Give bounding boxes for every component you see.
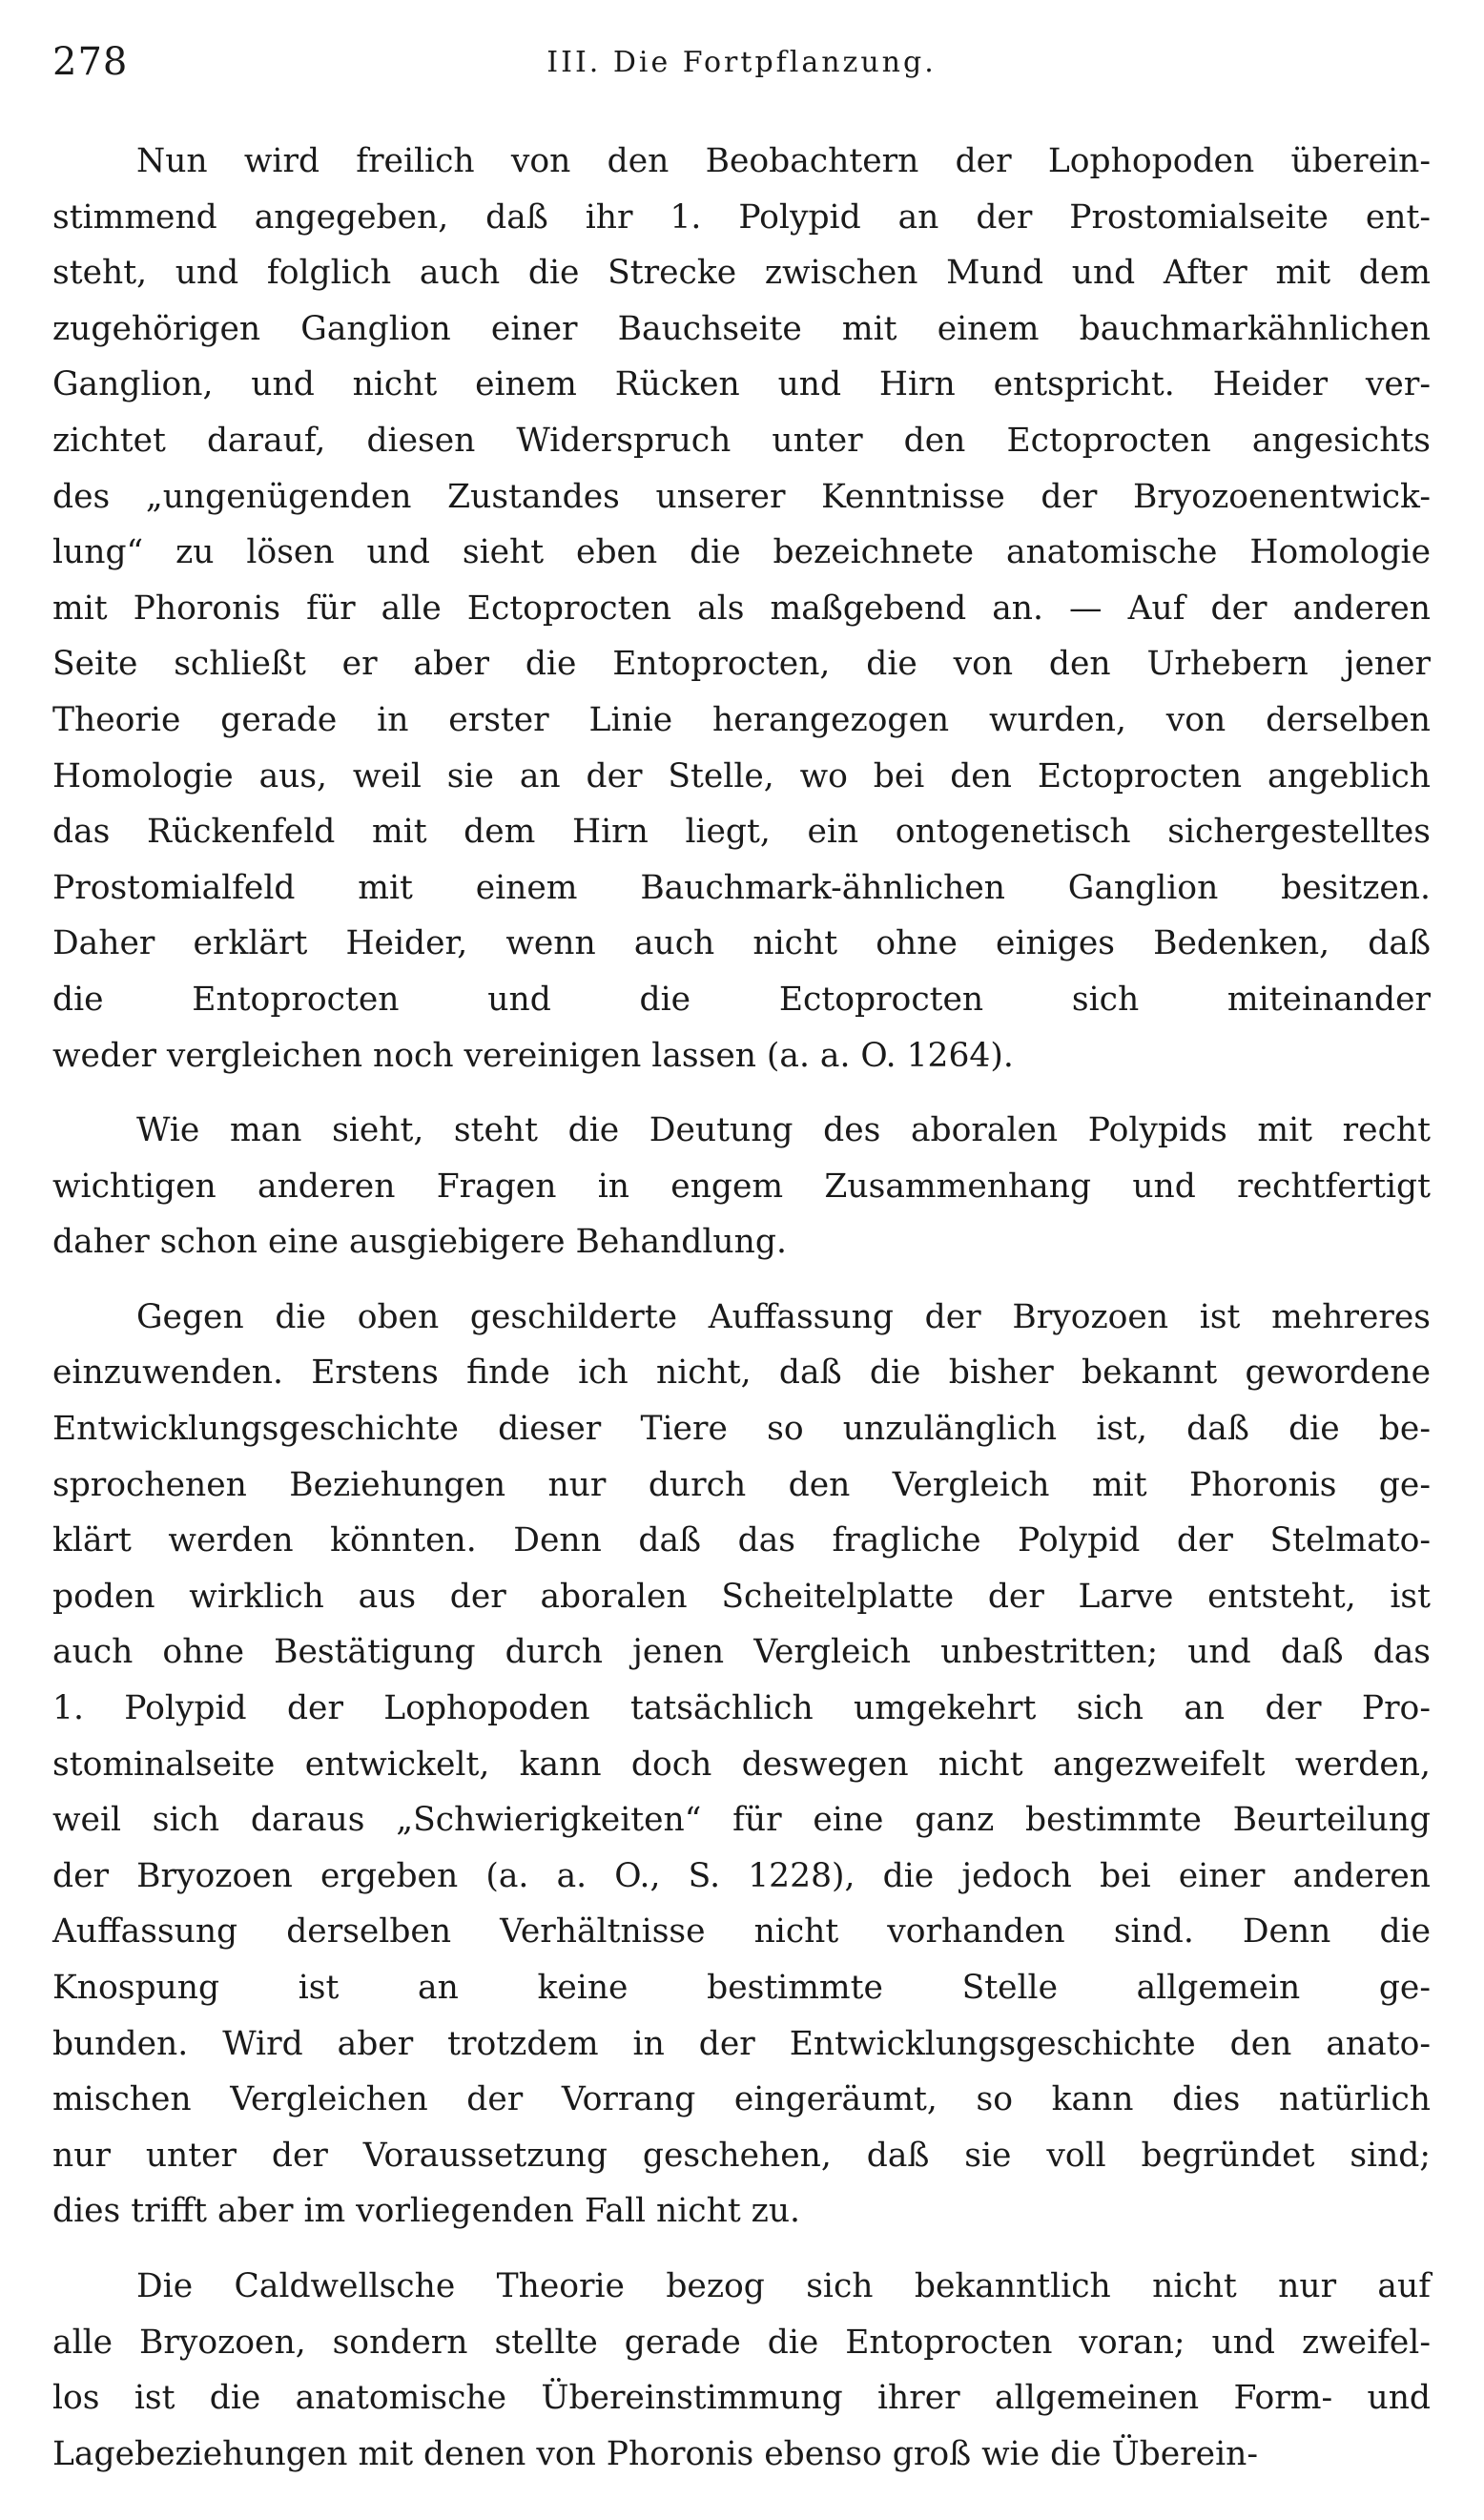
text-line: zichtet darauf, diesen Widerspruch unter den Ectoprocten angesichts bbox=[52, 421, 1431, 460]
text-line: Nun wird freilich von den Beobachtern der Lophopoden überein- bbox=[136, 142, 1431, 180]
text-line: steht, und folglich auch die Strecke zwischen Mund und After mit dem bbox=[52, 254, 1431, 293]
paragraph bbox=[52, 1290, 1431, 2240]
text-line: zugehörigen Ganglion einer Bauchseite mit einem bauchmarkähnlichen bbox=[52, 309, 1431, 348]
text-line: weder vergleichen noch vereinigen lassen (a. a. O. 1264). bbox=[52, 1036, 1014, 1075]
text-line: stominalseite entwickelt, kann doch deswegen nicht angezweifelt werden, bbox=[52, 1745, 1431, 1784]
text-line: Gegen die oben geschilderte Auffassung der Bryozoen ist mehreres bbox=[136, 1297, 1431, 1336]
text-line: nur unter der Voraussetzung geschehen, daß sie voll begründet sind; bbox=[52, 2136, 1431, 2175]
text-line: Auffassung derselben Verhältnisse nicht vorhanden sind. Denn die bbox=[52, 1912, 1431, 1952]
text-line: wichtigen anderen Fragen in engem Zusammenhang und rechtfertigt bbox=[52, 1167, 1431, 1206]
text-line: 1. Polypid der Lophopoden tatsächlich umgekehrt sich an der Pro- bbox=[52, 1689, 1431, 1728]
text-line: einzuwenden. Erstens finde ich nicht, daß die bisher bekannt gewordene bbox=[52, 1353, 1431, 1393]
text-line: Homologie aus, weil sie an der Stelle, wo bei den Ectoprocten angeblich bbox=[52, 756, 1431, 795]
text-line: stimmend angegeben, daß ihr 1. Polypid an der Prostomialseite ent- bbox=[52, 197, 1431, 237]
text-line: Ganglion, und nicht einem Rücken und Hirn entspricht. Heider ver- bbox=[52, 365, 1431, 404]
text-line: des „ungenügenden Zustandes unserer Kenntnisse der Bryozoenentwick- bbox=[52, 477, 1431, 516]
paragraph bbox=[52, 134, 1431, 1084]
text-line: Theorie gerade in erster Linie herangezogen wurden, von derselben bbox=[52, 700, 1431, 739]
text-line: Knospung ist an keine bestimmte Stelle allgemein ge- bbox=[52, 1969, 1431, 2007]
text-line: Lagebeziehungen mit denen von Phoronis ebenso groß wie die Überein- bbox=[52, 2434, 1258, 2473]
running-head bbox=[52, 40, 1431, 97]
text-line: sprochenen Beziehungen nur durch den Vergleich mit Phoronis ge- bbox=[52, 1465, 1431, 1504]
text-line: Entwicklungsgeschichte dieser Tiere so unzulänglich ist, daß die be- bbox=[52, 1410, 1431, 1449]
text-line: poden wirklich aus der aboralen Scheitelplatte der Larve entsteht, ist bbox=[52, 1577, 1431, 1616]
text-line: klärt werden könnten. Denn daß das fragliche Polypid der Stelmato- bbox=[52, 1521, 1431, 1560]
text-line: Prostomialfeld mit einem Bauchmark-ähnlichen Ganglion besitzen. bbox=[52, 868, 1431, 907]
text-line: das Rückenfeld mit dem Hirn liegt, ein ontogenetisch sichergestelltes bbox=[52, 813, 1431, 852]
text-line: bunden. Wird aber trotzdem in der Entwicklungsgeschichte den anato- bbox=[52, 2024, 1431, 2063]
text-line: der Bryozoen ergeben (a. a. O., S. 1228), die jedoch bei einer anderen bbox=[52, 1856, 1431, 1895]
text-line: die Entoprocten und die Ectoprocten sich miteinander bbox=[52, 980, 1431, 1019]
text-line: Seite schließt er aber die Entoprocten, die von den Urhebern jener bbox=[52, 645, 1431, 684]
text-line: lung“ zu lösen und sieht eben die bezeichnete anatomische Homologie bbox=[52, 533, 1431, 572]
text-line: Daher erklärt Heider, wenn auch nicht ohne einiges Bedenken, daß bbox=[52, 924, 1431, 963]
text-line: los ist die anatomische Übereinstimmung ihrer allgemeinen Form- und bbox=[52, 2379, 1431, 2418]
text-line: Die Caldwellsche Theorie bezog sich bekanntlich nicht nur auf bbox=[136, 2266, 1431, 2305]
paragraph bbox=[52, 1103, 1431, 1270]
body-text bbox=[52, 134, 1431, 2501]
text-line: daher schon eine ausgiebigere Behandlung. bbox=[52, 1223, 787, 1262]
paragraph bbox=[52, 2259, 1431, 2482]
page-number: 278 bbox=[52, 40, 129, 84]
text-line: mit Phoronis für alle Ectoprocten als maßgebend an. — Auf der anderen bbox=[52, 589, 1431, 628]
chapter-title: III. Die Fortpflanzung. bbox=[546, 46, 937, 79]
text-line: Wie man sieht, steht die Deutung des aboralen Polypids mit recht bbox=[136, 1111, 1431, 1150]
text-line: alle Bryozoen, sondern stellte gerade die Entoprocten voran; und zweifel- bbox=[52, 2323, 1431, 2362]
text-line: mischen Vergleichen der Vorrang eingeräumt, so kann dies natürlich bbox=[52, 2080, 1431, 2119]
text-line: auch ohne Bestätigung durch jenen Vergleich unbestritten; und daß das bbox=[52, 1633, 1431, 1672]
text-line: dies trifft aber im vorliegenden Fall nicht zu. bbox=[52, 2192, 801, 2231]
text-line: weil sich daraus „Schwierigkeiten“ für eine ganz bestimmte Beurteilung bbox=[52, 1801, 1431, 1840]
